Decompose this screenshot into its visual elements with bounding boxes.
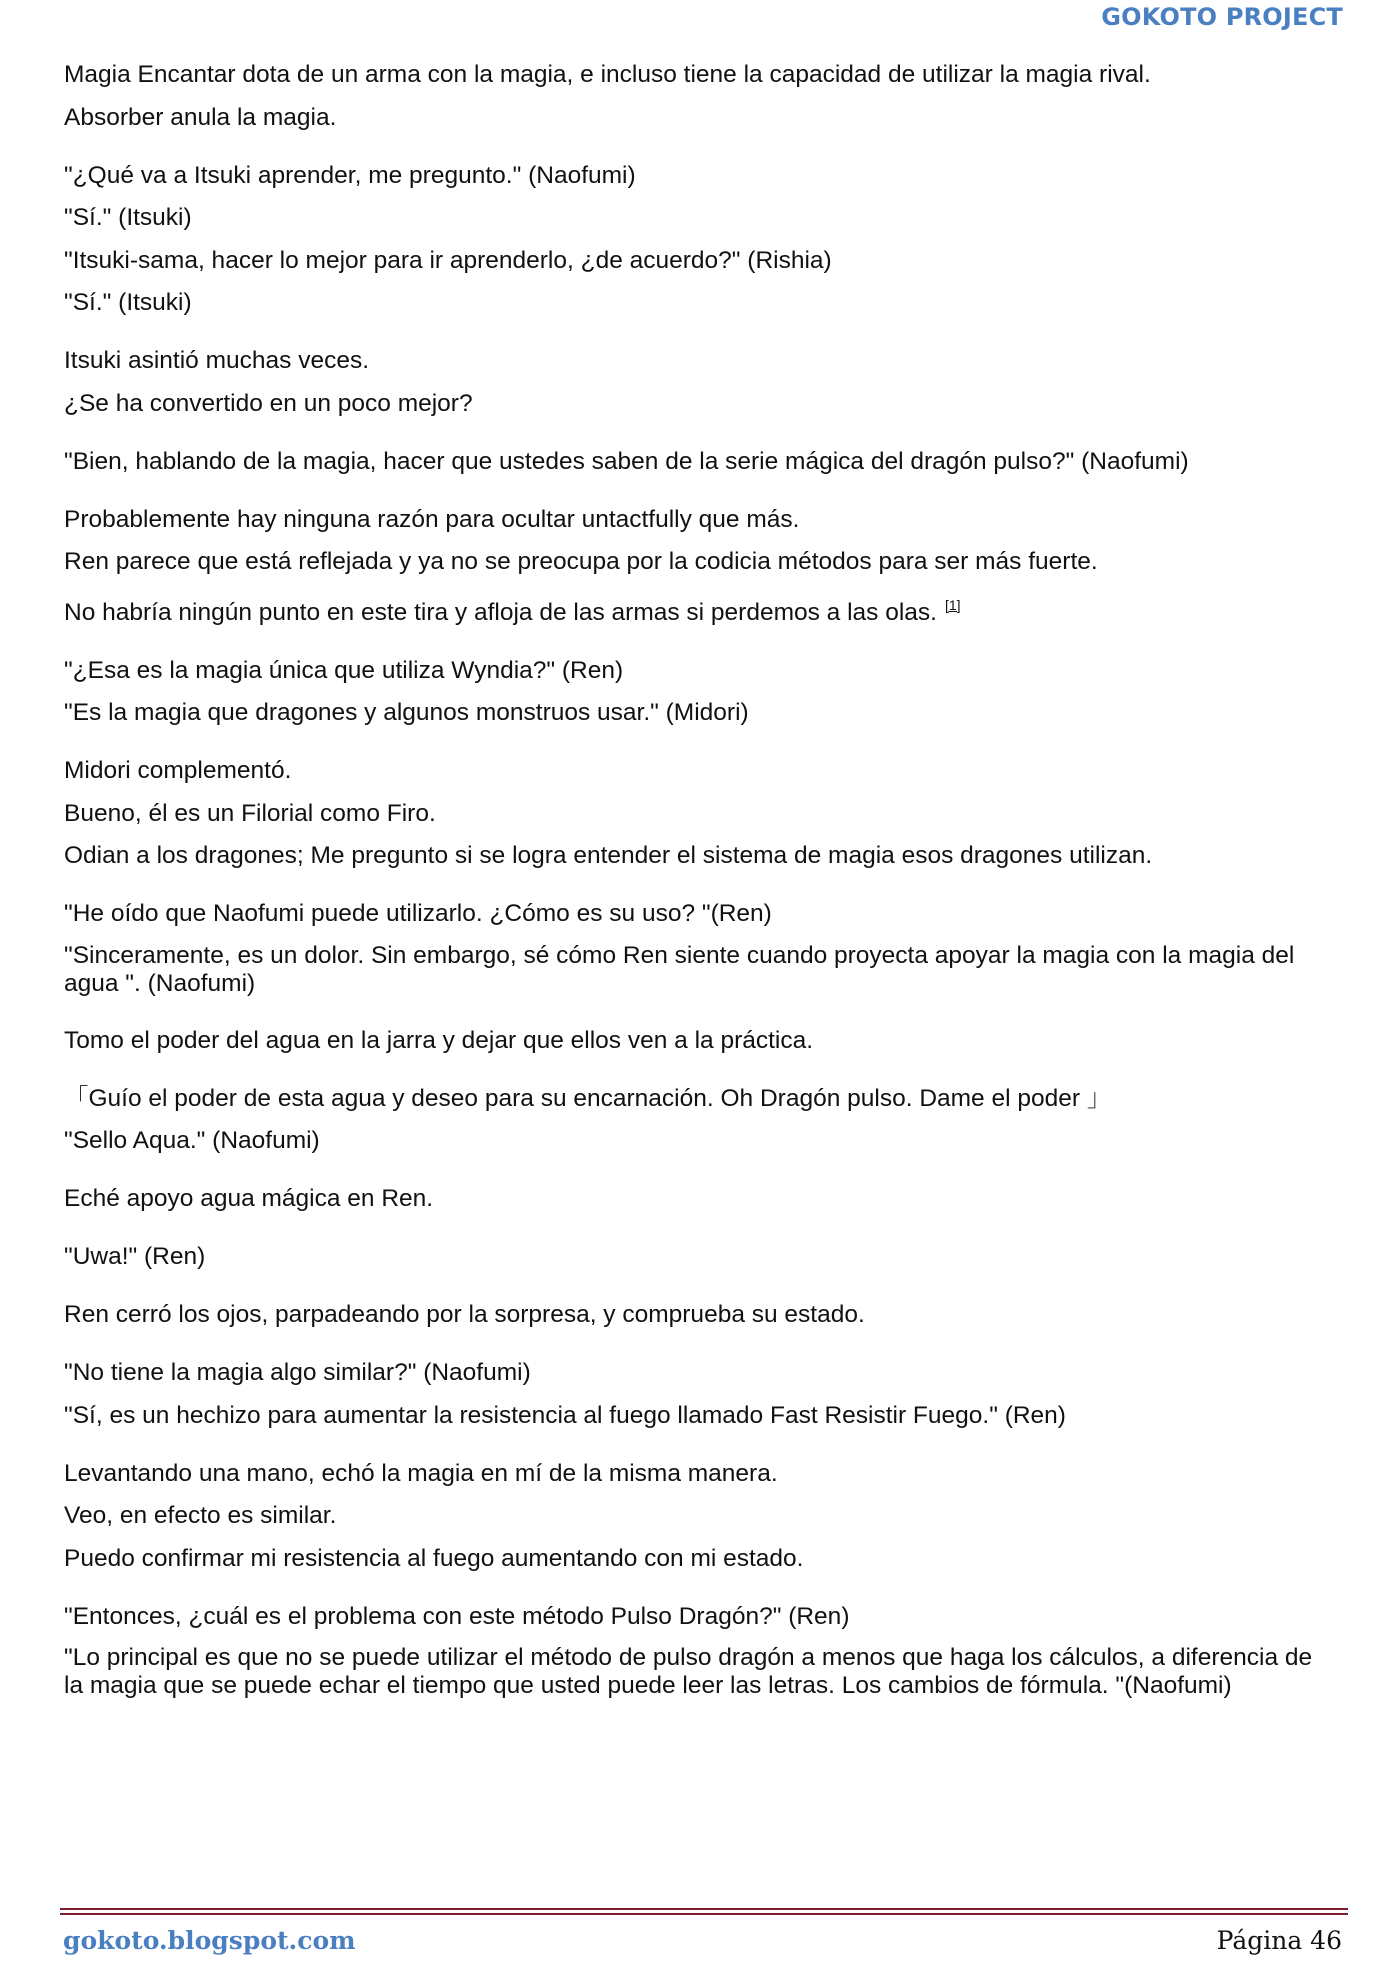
text-line: "¿Esa es la magia única que utiliza Wyndia?" (Ren) — [64, 656, 624, 684]
text-line: Absorber anula la magia. — [64, 103, 337, 131]
text-line: Magia Encantar dota de un arma con la magia, e incluso tiene la capacidad de utilizar la magia rival. — [64, 61, 1151, 88]
text-line: "Entonces, ¿cuál es el problema con este método Pulso Dragón?" (Ren) — [64, 1602, 850, 1630]
text-line: "No tiene la magia algo similar?" (Naofumi) — [64, 1359, 531, 1386]
text-line: "Es la magia que dragones y algunos monstruos usar." (Midori) — [64, 699, 749, 726]
footer-rule — [60, 1913, 1348, 1915]
paragraph — [64, 1242, 1334, 1272]
paragraph — [64, 346, 1334, 419]
paragraph — [64, 60, 1334, 133]
text-line: "¿Qué va a Itsuki aprender, me pregunto." (Naofumi) — [64, 161, 636, 189]
text-line: Veo, en efecto es similar. — [64, 1502, 337, 1529]
text-line: Levantando una mano, echó la magia en mí de la misma manera. — [64, 1459, 778, 1487]
paragraph — [64, 656, 1334, 729]
paragraph — [64, 1184, 1334, 1214]
text-line: Ren cerró los ojos, parpadeando por la sorpresa, y comprueba su estado. — [64, 1301, 865, 1328]
paragraph — [64, 1602, 1334, 1701]
text-line: Probablemente hay ninguna razón para ocultar untactfully que más. — [64, 505, 800, 533]
text-line: Ren parece que está reflejada y ya no se preocupa por la codicia métodos para ser más fuerte. — [64, 548, 1098, 575]
paragraph — [64, 161, 1334, 319]
text-line: 「Guío el poder de esta agua y deseo para su encarnación. Oh Dragón pulso. Dame el poder 」 — [64, 1084, 1112, 1112]
text-line — [64, 590, 1334, 628]
text-line: Bueno, él es un Filorial como Firo. — [64, 799, 436, 827]
text-line: Itsuki asintió muchas veces. — [64, 347, 370, 374]
footnote-link[interactable]: [1] — [944, 596, 961, 613]
footer-site-link[interactable]: gokoto.blogspot.com — [63, 1926, 356, 1955]
text-line: Odian a los dragones; Me pregunto si se logra entender el sistema de magia esos dragones utilizan. — [64, 842, 1153, 869]
text-line: "Sello Aqua." (Naofumi) — [64, 1127, 320, 1154]
paragraph — [64, 447, 1334, 477]
paragraph — [64, 1300, 1334, 1330]
footer-rule — [60, 1908, 1348, 1910]
paragraph — [64, 1358, 1334, 1431]
text-line: "Sí, es un hechizo para aumentar la resistencia al fuego llamado Fast Resistir Fuego." (Ren) — [64, 1401, 1066, 1429]
text-line: Puedo confirmar mi resistencia al fuego aumentando con mi estado. — [64, 1544, 804, 1572]
paragraph — [64, 756, 1334, 871]
text-line: "Uwa!" (Ren) — [64, 1243, 206, 1270]
page-body — [64, 60, 1334, 1728]
header-title: GOKOTO PROJECT — [1101, 3, 1343, 31]
text-line: "Lo principal es que no se puede utilizar el método de pulso dragón a menos que haga los cálculos, a diferencia de la magia que se puede echar el tiempo que usted puede leer las letras. Los cambios de fórmula. "(Naofumi) — [64, 1644, 1313, 1699]
text-line: Tomo el poder del agua en la jarra y dejar que ellos ven a la práctica. — [64, 1026, 814, 1054]
page-number: Página 46 — [1216, 1926, 1342, 1955]
text-line: "He oído que Naofumi puede utilizarlo. ¿Cómo es su uso? "(Ren) — [64, 900, 772, 927]
paragraph — [64, 1459, 1334, 1574]
paragraph — [64, 1026, 1334, 1056]
paragraph — [64, 505, 1334, 628]
text-line: "Sinceramente, es un dolor. Sin embargo, sé cómo Ren siente cuando proyecta apoyar la magia con la magia del agua ". (Naofumi) — [64, 941, 1295, 997]
text-line: "Itsuki-sama, hacer lo mejor para ir aprenderlo, ¿de acuerdo?" (Rishia) — [64, 246, 832, 274]
paragraph — [64, 899, 1334, 998]
text-line: Eché apoyo agua mágica en Ren. — [64, 1185, 434, 1212]
text-line: ¿Se ha convertido en un poco mejor? — [64, 389, 473, 417]
text-line: "Sí." (Itsuki) — [64, 204, 192, 231]
paragraph — [64, 1084, 1334, 1157]
text-line: "Bien, hablando de la magia, hacer que ustedes saben de la serie mágica del dragón pulso?" (Naofumi) — [64, 447, 1189, 475]
text-line-content: No habría ningún punto en este tira y afloja de las armas si perdemos a las olas. — [64, 598, 937, 626]
text-line: Midori complementó. — [64, 757, 292, 784]
text-line: "Sí." (Itsuki) — [64, 289, 192, 316]
